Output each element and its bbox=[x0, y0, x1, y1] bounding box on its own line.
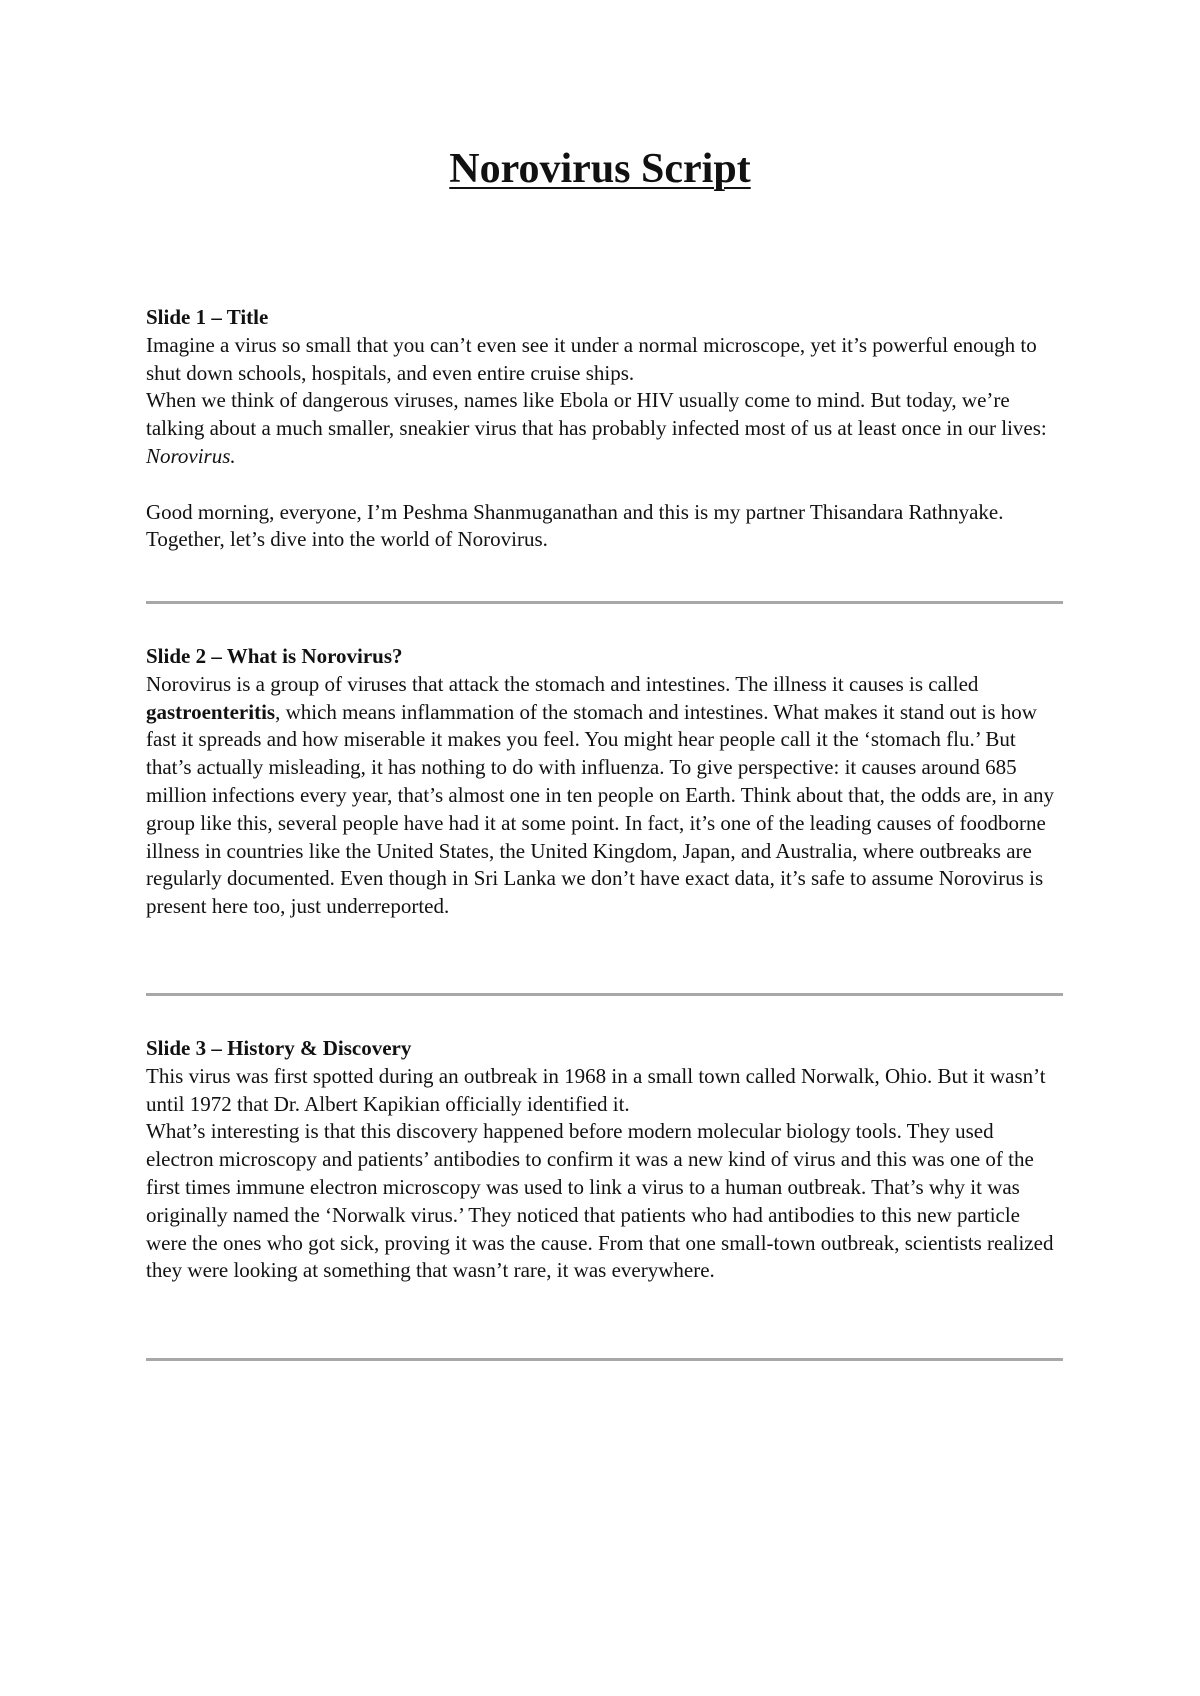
section-slide-3 bbox=[146, 1035, 1066, 1285]
blank-line bbox=[146, 471, 1066, 499]
paragraph: Good morning, everyone, I’m Peshma Shanmuganathan and this is my partner Thisandara Rathnyake. Together, let’s dive into the world of Norovirus. bbox=[146, 499, 1004, 552]
section-slide-2 bbox=[146, 643, 1066, 921]
paragraph bbox=[146, 671, 1066, 921]
paragraph: This virus was first spotted during an outbreak in 1968 in a small town called Norwalk, Ohio. But it wasn’t until 1972 that Dr. Albert Kapikian officially identified it. bbox=[146, 1063, 1046, 1116]
document-title: Norovirus Script bbox=[449, 146, 751, 192]
section-heading: Slide 3 – History & Discovery bbox=[146, 1036, 412, 1060]
paragraph bbox=[146, 387, 1066, 470]
paragraph-text: When we think of dangerous viruses, names like Ebola or HIV usually come to mind. But today, we’re talking about a much smaller, sneakier virus that has probably infected most of us at least once in our lives: bbox=[146, 388, 1047, 441]
section-heading: Slide 1 – Title bbox=[146, 305, 269, 329]
section-slide-1 bbox=[146, 304, 1066, 554]
paragraph-text: Norovirus is a group of viruses that attack the stomach and intestines. The illness it causes is called bbox=[146, 671, 979, 696]
section-heading: Slide 2 – What is Norovirus? bbox=[146, 644, 403, 668]
paragraph: Imagine a virus so small that you can’t even see it under a normal microscope, yet it’s powerful enough to shut down schools, hospitals, and even entire cruise ships. bbox=[146, 332, 1037, 385]
horizontal-divider bbox=[146, 1358, 1063, 1361]
horizontal-divider bbox=[146, 993, 1063, 996]
horizontal-divider bbox=[146, 601, 1063, 604]
paragraph-text: , which means inflammation of the stomach and intestines. What makes it stand out is how fast it spreads and how miserable it makes you feel. You might hear people call it the ‘stomach flu.’ But that’s actually misleading, it has nothing to do with influenza. To give perspective: it causes around 685 million infections every year, that’s almost one in ten people on Earth. Think about that, the odds are, in any group like this, several people have had it at some point. In fact, it’s one of the leading causes of foodborne illness in countries like the United States, the United Kingdom, Japan, and Australia, where outbreaks are regularly documented. Even though in Sri Lanka we don’t have exact data, it’s safe to assume Norovirus is present here too, just underreported. bbox=[146, 699, 1054, 919]
italic-text: Norovirus. bbox=[146, 443, 236, 468]
bold-term: gastroenteritis bbox=[146, 699, 276, 724]
paragraph: What’s interesting is that this discovery happened before modern molecular biology tools. They used electron microscopy and patients’ antibodies to confirm it was a new kind of virus and this was one of the first times immune electron microscopy was used to link a virus to a human outbreak. That’s why it was originally named the ‘Norwalk virus.’ They noticed that patients who had antibodies to this new particle were the ones who got sick, proving it was the cause. From that one small-town outbreak, scientists realized they were looking at something that wasn’t rare, it was everywhere. bbox=[146, 1119, 1054, 1283]
